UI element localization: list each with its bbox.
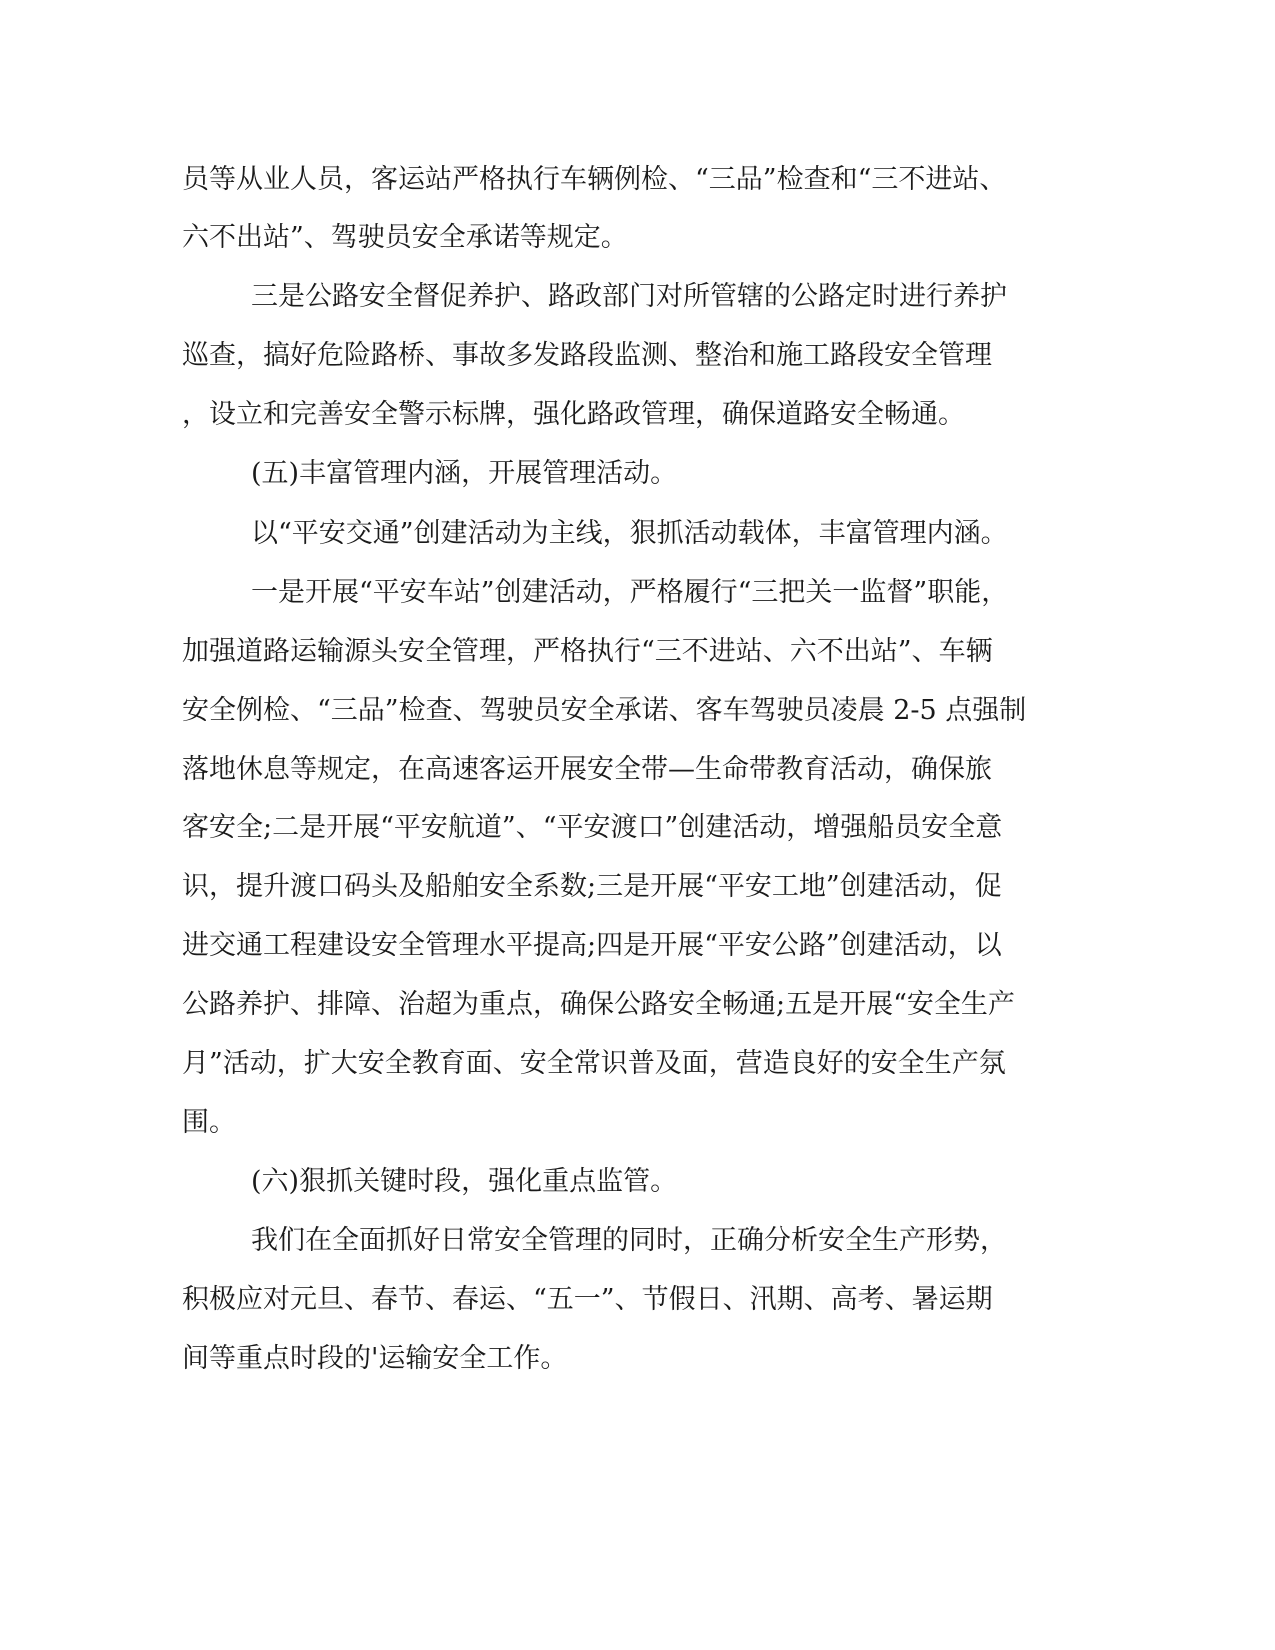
text-line: [0, 867, 1275, 907]
text-line-content: 围。: [182, 1107, 236, 1138]
text-line-content: 我们在全面抓好日常安全管理的同时，正确分析安全生产形势，: [251, 1225, 1007, 1256]
text-line-content: 公路养护、排障、治超为重点，确保公路安全畅通;五是开展“安全生产: [182, 989, 1015, 1020]
text-line-content: 加强道路运输源头安全管理，严格执行“三不进站、六不出站”、车辆: [182, 636, 993, 667]
text-line-content: 六不出站”、驾驶员安全承诺等规定。: [182, 222, 628, 253]
text-line: [0, 1044, 1275, 1084]
text-line: [0, 985, 1275, 1025]
text-line: [0, 218, 1275, 258]
text-line-content: (六)狠抓关键时段，强化重点监管。: [251, 1166, 678, 1197]
section-heading: [0, 1162, 1275, 1202]
text-line-content: 落地休息等规定，在高速客运开展安全带—生命带教育活动，确保旅: [182, 754, 992, 785]
text-line: [0, 277, 1275, 317]
text-line: [0, 395, 1275, 435]
text-line-content: 积极应对元旦、春节、春运、“五一”、节假日、汛期、高考、暑运期: [182, 1284, 993, 1315]
text-line: [0, 1103, 1275, 1143]
text-line: [0, 750, 1275, 790]
text-line: [0, 1221, 1275, 1261]
text-line-content: 客安全;二是开展“平安航道”、“平安渡口”创建活动，增强船员安全意: [182, 812, 1003, 843]
text-line: [0, 336, 1275, 376]
text-line: [0, 926, 1275, 966]
text-line: [0, 632, 1275, 672]
text-line: [0, 1339, 1275, 1379]
text-line-content: (五)丰富管理内涵，开展管理活动。: [251, 458, 678, 489]
text-line: [0, 160, 1275, 200]
text-line-content: 进交通工程建设安全管理水平提高;四是开展“平安公路”创建活动，以: [182, 930, 1002, 961]
text-line-content: 员等从业人员，客运站严格执行车辆例检、“三品”检查和“三不进站、: [182, 164, 1007, 195]
text-line-content: 识，提升渡口码头及船舶安全系数;三是开展“平安工地”创建活动，促: [182, 871, 1002, 902]
text-line-content: 月”活动，扩大安全教育面、安全常识普及面，营造良好的安全生产氛: [182, 1048, 1006, 1079]
text-line: [0, 808, 1275, 848]
text-line-content: 间等重点时段的'运输安全工作。: [182, 1343, 568, 1374]
text-line-content: 巡查，搞好危险路桥、事故多发路段监测、整治和施工路段安全管理: [182, 340, 992, 371]
section-heading: [0, 454, 1275, 494]
text-line: [0, 514, 1275, 554]
text-line: [0, 573, 1275, 613]
text-line-content: 以“平安交通”创建活动为主线，狠抓活动载体，丰富管理内涵。: [251, 518, 1008, 549]
text-line-content: 三是公路安全督促养护、路政部门对所管辖的公路定时进行养护: [251, 281, 1007, 312]
text-line-content: 安全例检、“三品”检查、驾驶员安全承诺、客车驾驶员凌晨 2-5 点强制: [182, 695, 1027, 726]
text-line: [0, 691, 1275, 731]
text-line: [0, 1280, 1275, 1320]
text-line-content: 一是开展“平安车站”创建活动，严格履行“三把关一监督”职能，: [251, 577, 1009, 608]
text-line-content: ，设立和完善安全警示标牌，强化路政管理，确保道路安全畅通。: [182, 399, 965, 430]
